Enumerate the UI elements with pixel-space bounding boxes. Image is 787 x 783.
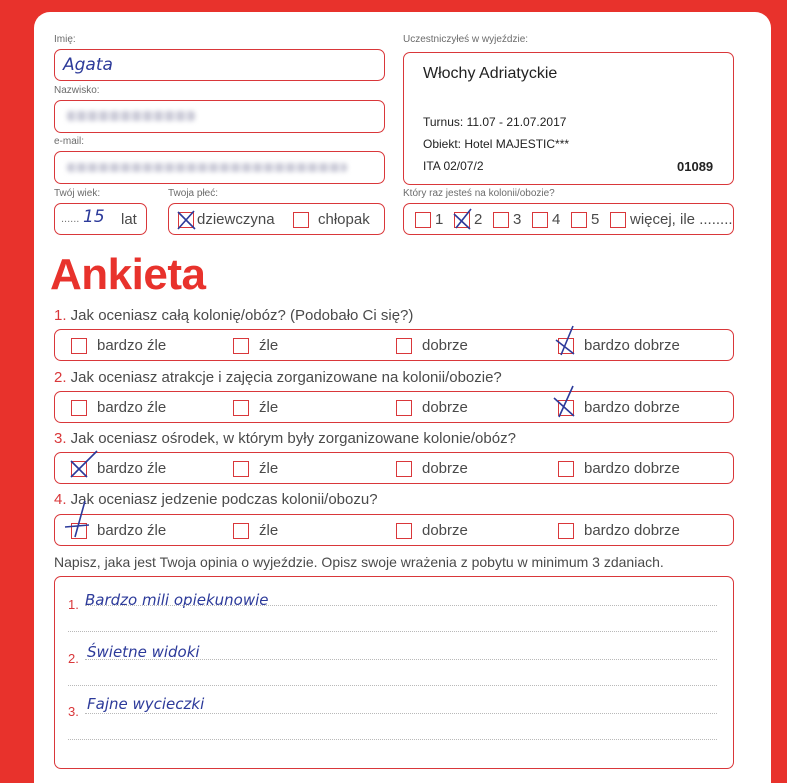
- opinion-line: [68, 631, 717, 632]
- q4-option-zle: źle: [259, 522, 279, 539]
- q3-checkbox-dobrze[interactable]: [396, 461, 412, 477]
- trip-turnus: Turnus: 11.07 - 21.07.2017: [423, 115, 567, 129]
- email-label: e-mail:: [54, 136, 85, 147]
- opinion-number-3: 3.: [68, 704, 79, 719]
- email-field[interactable]: [54, 151, 385, 184]
- survey-title: Ankieta: [50, 250, 206, 299]
- answer-row-3: [54, 452, 734, 484]
- opinion-box[interactable]: [54, 576, 734, 769]
- question-3: 3. Jak oceniasz ośrodek, w którym były zorganizowane kolonie/obóz?: [54, 430, 516, 447]
- opinion-prompt: Napisz, jaka jest Twoja opinia o wyjeździe. Opisz swoje wrażenia z pobytu w minimum 3 zdaniach.: [54, 554, 664, 570]
- trip-name: Włochy Adriatyckie: [423, 65, 558, 82]
- surname-field[interactable]: [54, 100, 385, 133]
- q2-checkbox-zle[interactable]: [233, 400, 249, 416]
- q2-option-bardzo-zle: bardzo źle: [97, 399, 167, 416]
- times-label: Który raz jesteś na kolonii/obozie?: [403, 188, 555, 199]
- gender-option-girl: dziewczyna: [197, 211, 275, 228]
- q2-option-zle: źle: [259, 399, 279, 416]
- opinion-line: [68, 685, 717, 686]
- age-dots: ......: [61, 213, 80, 225]
- question-1: 1. Jak oceniasz całą kolonię/obóz? (Podobało Ci się?): [54, 307, 414, 324]
- q4-checkbox-dobrze[interactable]: [396, 523, 412, 539]
- times-option-3: 3: [513, 211, 522, 228]
- age-unit: lat: [121, 211, 137, 228]
- q1-checkbox-bardzo-zle[interactable]: [71, 338, 87, 354]
- q3-option-bardzo-zle: bardzo źle: [97, 460, 167, 477]
- age-field[interactable]: [54, 203, 147, 235]
- q2-checkbox-bardzo-zle[interactable]: [71, 400, 87, 416]
- checkmark-x-icon: [175, 208, 199, 232]
- opinion-line: [85, 605, 717, 606]
- q1-option-bardzo-zle: bardzo źle: [97, 337, 167, 354]
- q4-checkbox-zle[interactable]: [233, 523, 249, 539]
- times-option-4: 4: [552, 211, 561, 228]
- age-label: Twój wiek:: [54, 188, 101, 199]
- times-option-5: 5: [591, 211, 600, 228]
- survey-sheet: [34, 12, 771, 783]
- opinion-line: [85, 659, 717, 660]
- trip-label: Uczestniczyłeś w wyjeździe:: [403, 34, 529, 45]
- q3-option-dobrze: dobrze: [422, 460, 468, 477]
- redacted-surname: [67, 111, 195, 121]
- opinion-number-2: 2.: [68, 651, 79, 666]
- answer-row-1: [54, 329, 734, 361]
- checkmark-icon: [63, 497, 93, 541]
- q3-option-bardzo-dobrze: bardzo dobrze: [584, 460, 680, 477]
- q3-checkbox-bardzo-dobrze[interactable]: [558, 461, 574, 477]
- opinion-number-1: 1.: [68, 597, 79, 612]
- opinion-text-1: Bardzo mili opiekunowie: [85, 591, 269, 609]
- trip-code: ITA 02/07/2: [423, 159, 484, 173]
- checkmark-x-icon: [450, 206, 476, 232]
- answer-row-2: [54, 391, 734, 423]
- times-field: [403, 203, 734, 235]
- opinion-line: [85, 713, 717, 714]
- q2-checkbox-dobrze[interactable]: [396, 400, 412, 416]
- redacted-email: [67, 163, 347, 172]
- name-label: Imię:: [54, 34, 76, 45]
- q4-checkbox-bardzo-dobrze[interactable]: [558, 523, 574, 539]
- surname-label: Nazwisko:: [54, 85, 100, 96]
- q1-option-bardzo-dobrze: bardzo dobrze: [584, 337, 680, 354]
- opinion-text-2: Świetne widoki: [87, 643, 200, 661]
- q4-option-bardzo-dobrze: bardzo dobrze: [584, 522, 680, 539]
- q4-option-bardzo-zle: bardzo źle: [97, 522, 167, 539]
- checkmark-x-icon: [65, 449, 99, 481]
- answer-row-4: [54, 514, 734, 546]
- times-checkbox-5[interactable]: [571, 212, 587, 228]
- q1-checkbox-dobrze[interactable]: [396, 338, 412, 354]
- q3-option-zle: źle: [259, 460, 279, 477]
- gender-checkbox-boy[interactable]: [293, 212, 309, 228]
- name-field[interactable]: [54, 49, 385, 81]
- times-checkbox-4[interactable]: [532, 212, 548, 228]
- q2-option-dobrze: dobrze: [422, 399, 468, 416]
- trip-number: 01089: [677, 159, 714, 174]
- age-value: 15: [83, 207, 105, 227]
- q3-checkbox-zle[interactable]: [233, 461, 249, 477]
- q2-option-bardzo-dobrze: bardzo dobrze: [584, 399, 680, 416]
- times-option-2: 2: [474, 211, 483, 228]
- opinion-line: [68, 739, 717, 740]
- checkmark-x-icon: [552, 324, 582, 358]
- gender-field: [168, 203, 385, 235]
- gender-option-boy: chłopak: [318, 211, 370, 228]
- checkmark-x-icon: [550, 384, 582, 420]
- question-2: 2. Jak oceniasz atrakcje i zajęcia zorganizowane na kolonii/obozie?: [54, 369, 502, 386]
- q4-option-dobrze: dobrze: [422, 522, 468, 539]
- question-4: 4. Jak oceniasz jedzenie podczas kolonii/obozu?: [54, 491, 378, 508]
- times-option-more: więcej, ile ........: [630, 211, 733, 228]
- opinion-text-3: Fajne wycieczki: [87, 695, 205, 713]
- times-checkbox-more[interactable]: [610, 212, 626, 228]
- q1-option-zle: źle: [259, 337, 279, 354]
- name-value: Agata: [63, 55, 113, 75]
- times-option-1: 1: [435, 211, 444, 228]
- q1-checkbox-zle[interactable]: [233, 338, 249, 354]
- gender-label: Twoja płeć:: [168, 188, 219, 199]
- times-checkbox-1[interactable]: [415, 212, 431, 228]
- times-checkbox-3[interactable]: [493, 212, 509, 228]
- q1-option-dobrze: dobrze: [422, 337, 468, 354]
- trip-box: [403, 52, 734, 185]
- trip-obiekt: Obiekt: Hotel MAJESTIC***: [423, 137, 570, 151]
